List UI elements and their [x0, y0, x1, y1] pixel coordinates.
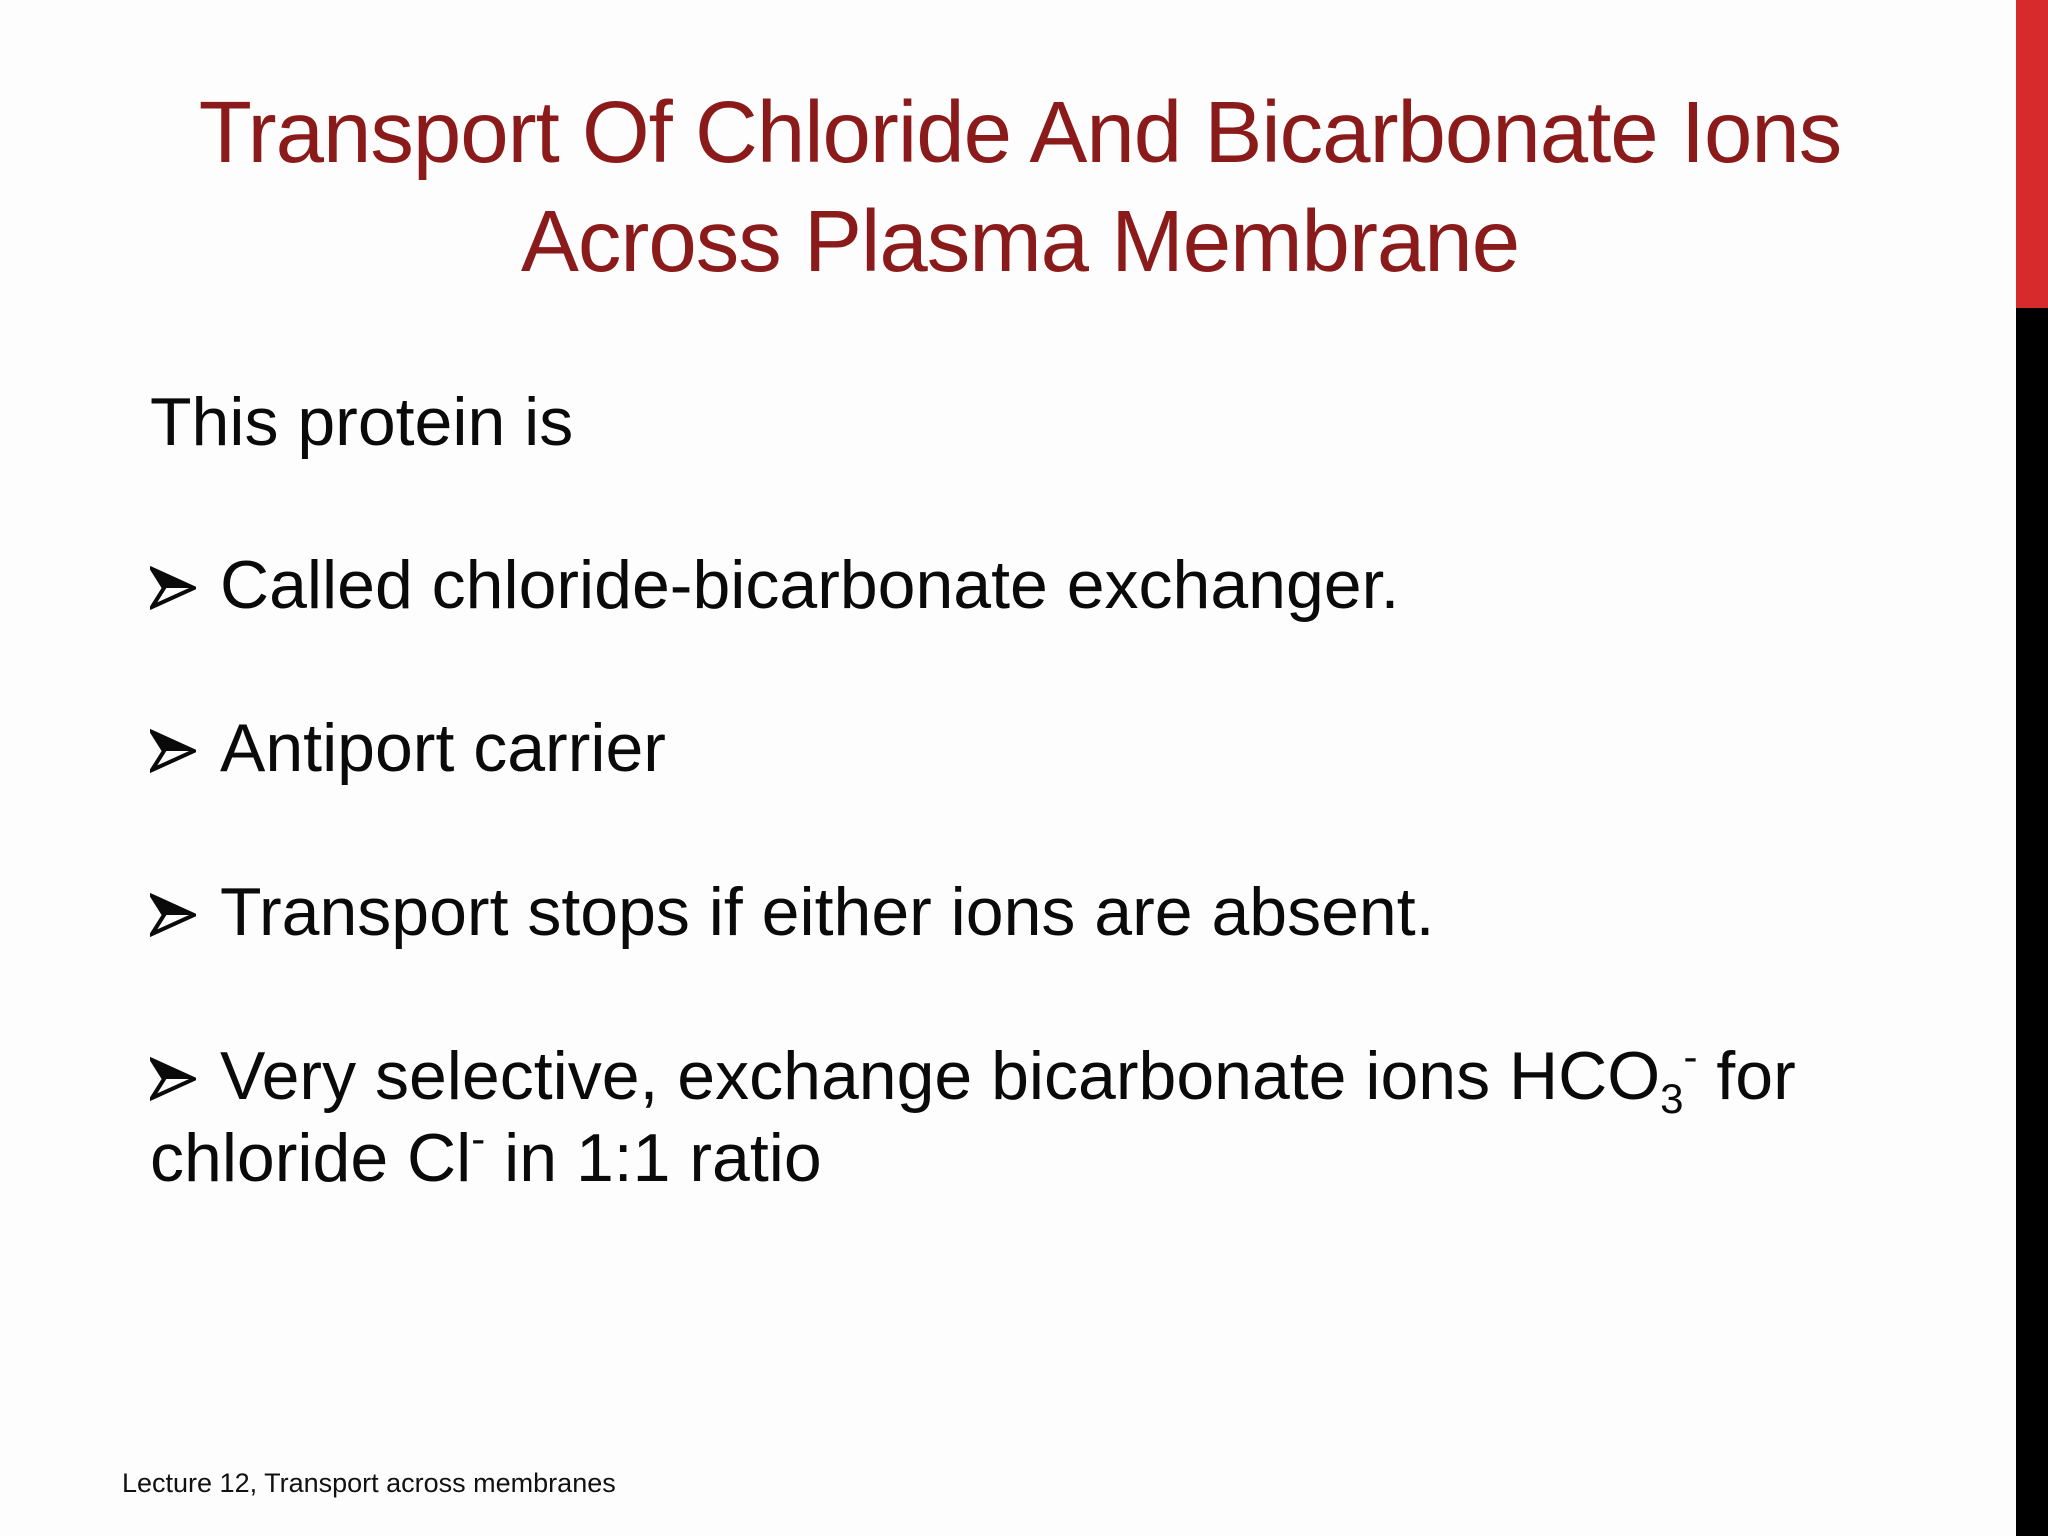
superscript-minus: - — [1683, 1033, 1698, 1080]
superscript-minus: - — [471, 1115, 486, 1162]
intro-text: This protein is — [150, 384, 574, 460]
arrow-bullet-icon — [150, 566, 196, 610]
bullet-item-2 — [150, 708, 666, 788]
arrow-bullet-icon — [150, 893, 196, 937]
bullet-text-3: Transport stops if either ions are absent. — [220, 874, 1435, 950]
arrow-bullet-icon — [150, 1057, 196, 1101]
bullet-text-4b: for — [1697, 1038, 1796, 1114]
bullet-item-1 — [150, 545, 1399, 625]
bullet-text-2: Antiport carrier — [220, 710, 666, 786]
bullet-text-1: Called chloride-bicarbonate exchanger. — [220, 547, 1400, 623]
bullet-text-4c: chloride Cl — [150, 1120, 472, 1196]
bullet-item-4-continued — [150, 1115, 822, 1198]
bullet-item-3 — [150, 872, 1435, 952]
side-bar-red-accent — [2016, 0, 2048, 308]
slide-footer: Lecture 12, Transport across membranes — [122, 1468, 616, 1498]
arrow-bullet-icon — [150, 729, 196, 773]
title-line-1: Transport Of Chloride And Bicarbonate Ions — [198, 84, 1842, 181]
subscript-3: 3 — [1660, 1075, 1684, 1122]
title-line-2: Across Plasma Membrane — [520, 193, 1520, 290]
bullet-item-4 — [150, 1033, 1796, 1122]
slide-title — [120, 78, 1920, 296]
bullet-text-4a: Very selective, exchange bicarbonate ions HCO — [220, 1038, 1661, 1114]
bullet-text-4d: in 1:1 ratio — [485, 1120, 822, 1196]
